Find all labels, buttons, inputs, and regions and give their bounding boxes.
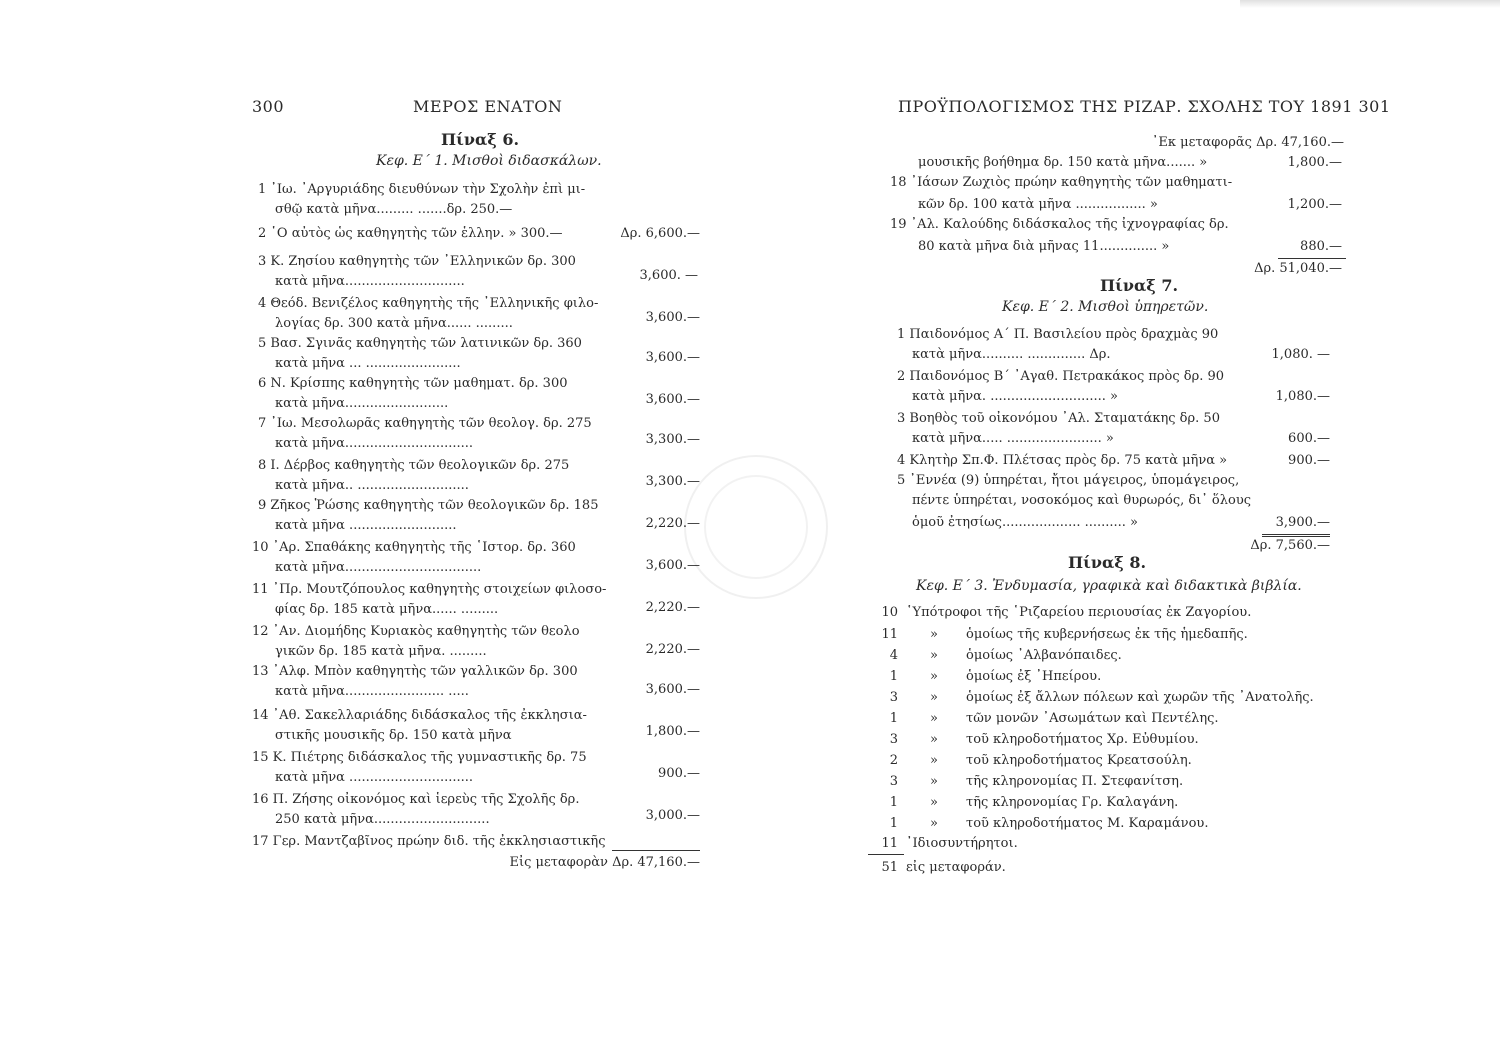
entry-line: 1 ᾽Ιω. ᾽Αργυριάδης διευθύνων τὴν Σχολὴν ἐπὶ μι- — [258, 182, 586, 197]
entry-line: κατὰ μῆνα .............................. — [275, 770, 474, 785]
entry-line: 80 κατὰ μῆνα διὰ μῆνας 11.............. » — [918, 239, 1170, 254]
table-8-title: Πίναξ 8. — [1068, 553, 1147, 572]
amount: 880.— — [1300, 239, 1342, 254]
row-text: ὁμοίως ἐξ ἄλλων πόλεων καὶ χωρῶν τῆς ᾽Ανατολῆς. — [966, 690, 1314, 705]
ditto-mark: » — [930, 690, 938, 705]
carry-text: εἰς μεταφοράν. — [906, 860, 1006, 875]
entry-line: ὁμοῦ ἐτησίως................... .......... » — [912, 515, 1139, 530]
entry-line: 19 ᾽Αλ. Καλούδης διδάσκαλος τῆς ἰχνογραφίας δρ. — [890, 217, 1229, 232]
carry-count: 51 — [881, 860, 898, 875]
table-7-subtitle: Κεφ. Ε΄ 2. Μισθοὶ ὑπηρετῶν. — [1002, 299, 1209, 315]
entry-line: κατὰ μῆνα............................... — [275, 436, 474, 451]
entry-line: 8 Ι. Δέρβος καθηγητὴς τῶν θεολογικῶν δρ. 275 — [258, 458, 570, 473]
entry-line: κατὰ μῆνα .......................... — [275, 518, 457, 533]
row-text: τοῦ κληροδοτήματος Χρ. Εὐθυμίου. — [966, 732, 1199, 747]
table-6-subtitle: Κεφ. Ε΄ 1. Μισθοὶ διδασκάλων. — [376, 153, 602, 169]
entry-line: κατὰ μῆνα..... ....................... » — [912, 431, 1114, 446]
entry-line: 14 ᾽Αθ. Σακελλαριάδης διδάσκαλος τῆς ἐκκλησια- — [252, 708, 587, 723]
row-text: τῆς κληρονομίας Γρ. Καλαγάνη. — [966, 795, 1179, 810]
row-count: 2 — [889, 753, 898, 768]
table-8-subtitle: Κεφ. Ε΄ 3. Ἐνδυμασία, γραφικὰ καὶ διδακτικὰ βιβλία. — [916, 578, 1302, 594]
page-number-left: 300 — [252, 97, 285, 116]
row-count: 10 — [881, 605, 898, 620]
row-text: τοῦ κληροδοτήματος Κρεατσούλη. — [966, 753, 1192, 768]
entry-line: κατὰ μῆνα........................ ..... — [275, 684, 469, 699]
entry-line: στικῆς μουσικῆς δρ. 150 κατὰ μῆνα — [275, 728, 512, 743]
amount: 3,600.— — [645, 392, 700, 407]
table-7-total: Δρ. 7,560.— — [1250, 538, 1330, 553]
entry-line: 250 κατὰ μῆνα............................ — [275, 812, 490, 827]
amount: 3,300.— — [645, 432, 700, 447]
entry-line: πέντε ὑπηρέται, νοσοκόμος καὶ θυρωρός, δι᾽ ὅλους — [912, 493, 1252, 508]
entry-line: 4 Κλητὴρ Σπ.Φ. Πλέτσας πρὸς δρ. 75 κατὰ μῆνα » — [897, 453, 1228, 468]
entry-line: 7 ᾽Ιω. Μεσολωρᾶς καθηγητὴς τῶν θεολογ. δρ. 275 — [258, 416, 592, 431]
amount: 3,600.— — [645, 682, 700, 697]
carry-forward-total: Εἰς μεταφορὰν Δρ. 47,160.— — [509, 855, 700, 870]
entry-line: κατὰ μῆνα............................. — [275, 274, 465, 289]
amount: 3,600.— — [645, 310, 700, 325]
row-text: τῶν μονῶν ᾽Ασωμάτων καὶ Πεντέλης. — [966, 711, 1219, 726]
amount: 3,000.— — [645, 808, 700, 823]
entry-line: σθῷ κατὰ μῆνα......... .......δρ. 250.— — [275, 202, 513, 217]
entry-line: κῶν δρ. 100 κατὰ μῆνα ................. » — [918, 197, 1158, 212]
entry-line: 1 Παιδονόμος Α΄ Π. Βασιλείου πρὸς δραχμὰς 90 — [897, 327, 1219, 342]
ditto-mark: » — [930, 627, 938, 642]
amount: 3,600.— — [645, 558, 700, 573]
right-page — [750, 0, 1500, 1051]
amount: 900.— — [1288, 453, 1330, 468]
entry-line: 6 Ν. Κρίσπης καθηγητὴς τῶν μαθηματ. δρ. 300 — [258, 376, 568, 391]
ditto-mark: » — [930, 795, 938, 810]
amount: 1,200.— — [1287, 197, 1342, 212]
amount: 900.— — [658, 766, 700, 781]
amount: 3,900.— — [1275, 515, 1330, 530]
entry-line: 3 Βοηθὸς τοῦ οἰκονόμου ᾽Αλ. Σταματάκης δρ. 50 — [897, 411, 1220, 426]
sum-rule — [868, 854, 904, 855]
entry-line: 2 ῾Ο αὐτὸς ὡς καθηγητὴς τῶν ἑλλην. » 300.— — [258, 226, 563, 241]
entry-line: 12 ᾽Αν. Διομήδης Κυριακὸς καθηγητὴς τῶν θεολο — [252, 624, 580, 639]
entry-line: λογίας δρ. 300 κατὰ μῆνα...... ......... — [275, 316, 513, 331]
entry-line: 4 Θεόδ. Βενιζέλος καθηγητὴς τῆς ᾽Ελληνικῆς φιλο- — [258, 296, 599, 311]
table-6-title: Πίναξ 6. — [441, 130, 520, 149]
entry-line: κατὰ μῆνα................................. — [275, 560, 482, 575]
entry-line: 18 ᾽Ιάσων Ζωχιὸς πρώην καθηγητὴς τῶν μαθηματι- — [890, 175, 1233, 190]
row-text: ὁμοίως ᾽Αλβανόπαιδες. — [966, 648, 1122, 663]
entry-line: κατὰ μῆνα ... ....................... — [275, 356, 461, 371]
ditto-mark: » — [930, 732, 938, 747]
ditto-mark: » — [930, 774, 938, 789]
sum-rule — [612, 850, 700, 851]
entry-line: μουσικῆς βοήθημα δρ. 150 κατὰ μῆνα....... » — [918, 155, 1208, 170]
row-count: 3 — [889, 690, 898, 705]
amount: Δρ. 6,600.— — [620, 226, 700, 241]
ditto-mark: » — [930, 669, 938, 684]
row-count: 3 — [889, 732, 898, 747]
ditto-mark: » — [930, 816, 938, 831]
row-count: 4 — [889, 648, 898, 663]
amount: 3,600. — — [639, 268, 698, 283]
amount: 2,220.— — [645, 516, 700, 531]
entry-line: γικῶν δρ. 185 κατὰ μῆνα. ......... — [275, 644, 487, 659]
entry-line: 5 ᾽Εννέα (9) ὑπηρέται, ἤτοι μάγειρος, ὑπομάγειρος, — [897, 473, 1240, 488]
row-count: 1 — [889, 711, 898, 726]
amount: 1,080. — — [1271, 347, 1330, 362]
brought-forward: ᾽Εκ μεταφορᾶς Δρ. 47,160.— — [1151, 135, 1344, 150]
entry-line: φίας δρ. 185 κατὰ μῆνα...... ......... — [275, 602, 499, 617]
entry-line: 3 Κ. Ζησίου καθηγητὴς τῶν ᾽Ελληνικῶν δρ. 300 — [258, 254, 576, 269]
amount: 1,800.— — [645, 724, 700, 739]
entry-line: 15 Κ. Πιέτρης διδάσκαλος τῆς γυμναστικῆς δρ. 75 — [252, 750, 587, 765]
entry-line: κατὰ μῆνα.......... .............. Δρ. — [912, 347, 1111, 362]
row-count: 11 — [881, 627, 898, 642]
ditto-mark: » — [930, 711, 938, 726]
entry-line: κατὰ μῆνα. ............................ » — [912, 389, 1118, 404]
entry-line: 17 Γερ. Μαντζαβῖνος πρώην διδ. τῆς ἐκκλησιαστικῆς — [252, 834, 606, 849]
row-count: 1 — [889, 816, 898, 831]
amount: 2,220.— — [645, 642, 700, 657]
row-text: τοῦ κληροδοτήματος Μ. Καραμάνου. — [966, 816, 1209, 831]
row-text: ὁμοίως τῆς κυβερνήσεως ἐκ τῆς ἡμεδαπῆς. — [966, 627, 1248, 642]
running-head-left: ΜΕΡΟΣ ΕΝΑΤΟΝ — [413, 97, 563, 116]
entry-line: 9 Ζῆκος Ῥώσης καθηγητὴς τῶν θεολογικῶν δρ. 185 — [258, 498, 599, 513]
amount: 1,080.— — [1275, 389, 1330, 404]
running-head-right: ΠΡΟΫΠΟΛΟΓΙΣΜΟΣ ΤΗΣ ΡΙΖΑΡ. ΣΧΟΛΗΣ ΤΟΥ 1891 301 — [898, 97, 1391, 116]
row-count: 1 — [889, 669, 898, 684]
entry-line: κατὰ μῆνα.. ........................... — [275, 478, 469, 493]
entry-line: κατὰ μῆνα......................... — [275, 396, 449, 411]
entry-line: 16 Π. Ζήσης οἰκονόμος καὶ ἱερεὺς τῆς Σχολῆς δρ. — [252, 792, 580, 807]
row-count: 1 — [889, 795, 898, 810]
table-6-total: Δρ. 51,040.— — [1254, 261, 1342, 276]
amount: 3,300.— — [645, 474, 700, 489]
entry-line: 5 Βασ. Σγινᾶς καθηγητὴς τῶν λατινικῶν δρ. 360 — [258, 336, 582, 351]
row-text: ᾽Ιδιοσυντήρητοι. — [906, 836, 1018, 851]
row-text: ῾Υπότροφοι τῆς ῾Ριζαρείου περιουσίας ἐκ Ζαγορίου. — [906, 605, 1252, 620]
amount: 1,800.— — [1287, 155, 1342, 170]
amount: 600.— — [1288, 431, 1330, 446]
ditto-mark: » — [930, 753, 938, 768]
ditto-mark: » — [930, 648, 938, 663]
amount: 3,600.— — [645, 350, 700, 365]
row-text: ὁμοίως ἐξ ᾽Ηπείρου. — [966, 669, 1102, 684]
amount: 2,220.— — [645, 600, 700, 615]
entry-line: 13 ᾽Αλφ. Μπὸν καθηγητὴς τῶν γαλλικῶν δρ. 300 — [252, 664, 578, 679]
entry-line: 11 ᾽Πρ. Μουτζόπουλος καθηγητὴς στοιχείων φιλοσο- — [252, 582, 607, 597]
table-7-title: Πίναξ 7. — [1100, 276, 1179, 295]
row-count: 11 — [881, 836, 898, 851]
entry-line: 2 Παιδονόμος Β΄ ᾽Αγαθ. Πετρακάκος πρὸς δρ. 90 — [897, 369, 1225, 384]
row-text: τῆς κληρονομίας Π. Στεφανίτση. — [966, 774, 1184, 789]
entry-line: 10 ᾽Αρ. Σπαθάκης καθηγητὴς τῆς ῾Ιστορ. δρ. 360 — [252, 540, 576, 555]
row-count: 3 — [889, 774, 898, 789]
